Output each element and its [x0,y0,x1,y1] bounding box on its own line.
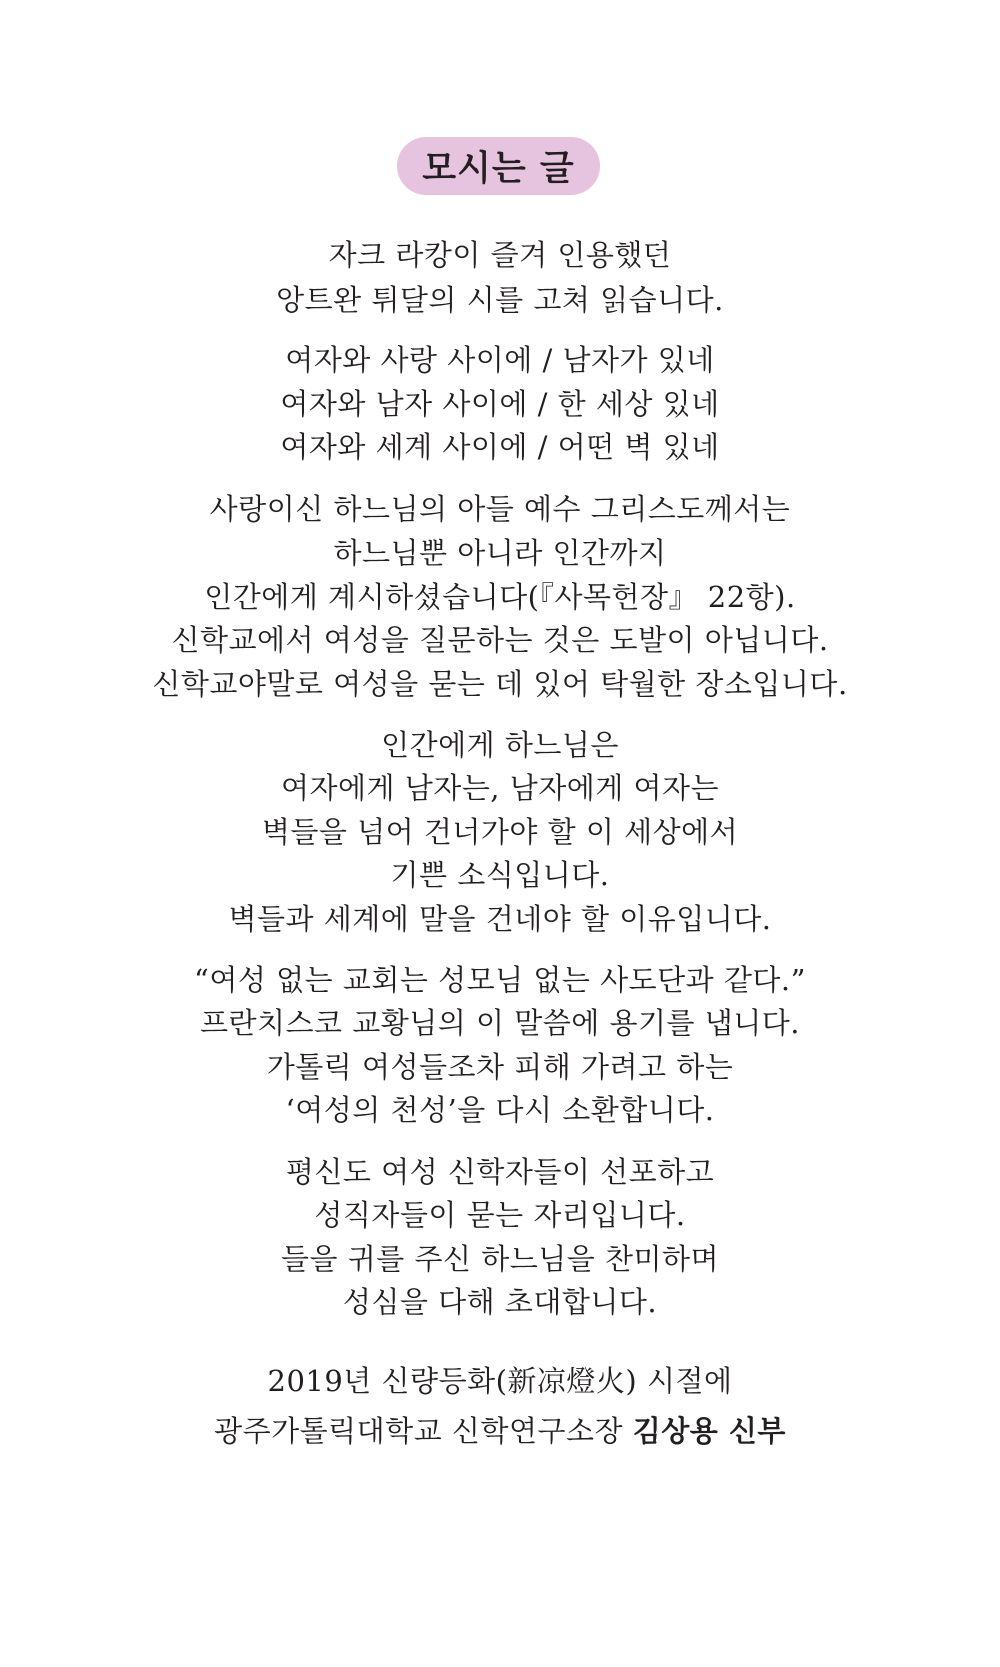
poem-line: 인간에게 하느님은 [381,728,619,762]
poem-line: 여자와 세계 사이에 / 어떤 벽 있네 [280,430,720,464]
signature-affiliation: 광주가톨릭대학교 신학연구소장 [214,1414,624,1448]
poem-line: ‘여성의 천성’을 다시 소환합니다. [285,1093,715,1127]
poem-line: 하느님뿐 아니라 인간까지 [333,536,667,570]
signature-line [0,1411,1000,1451]
poem-line: 자크 라캉이 즐겨 인용했던 [328,238,672,272]
page-title: 모시는 글 [397,137,600,195]
date-line: 2019년 신량등화(新凉燈火) 시절에 [267,1364,733,1398]
poem-line: 여자와 사랑 사이에 / 남자가 있네 [285,343,715,377]
poem-line: 가톨릭 여성들조차 피해 가려고 하는 [266,1050,734,1084]
poem-line: 성직자들이 묻는 자리입니다. [314,1198,686,1232]
poem-line: 사랑이신 하느님의 아들 예수 그리스도께서는 [209,492,791,526]
poem-line: “여성 없는 교회는 성모님 없는 사도단과 같다.” [194,963,806,997]
poem-line: 여자에게 남자는, 남자에게 여자는 [280,771,720,805]
poem-line: 들을 귀를 주신 하느님을 찬미하며 [280,1242,720,1276]
poem-line: 프란치스코 교황님의 이 말씀에 용기를 냅니다. [199,1006,801,1040]
poem-line: 성심을 다해 초대합니다. [342,1285,658,1319]
poem-line: 벽들을 넘어 건너가야 할 이 세상에서 [261,815,739,849]
poem-line: 신학교에서 여성을 질문하는 것은 도발이 아닙니다. [171,623,829,657]
signature-name: 김상용 신부 [632,1414,786,1448]
poem-line: 앙트완 튀달의 시를 고쳐 읽습니다. [276,283,724,317]
poem-line: 신학교야말로 여성을 묻는 데 있어 탁월한 장소입니다. [152,667,848,701]
poem-line: 벽들과 세계에 말을 건네야 할 이유입니다. [228,902,772,936]
poem-line: 인간에게 계시하셨습니다(『사목헌장』 22항). [204,580,796,614]
poem-line: 기쁜 소식입니다. [390,858,610,892]
poem-line: 여자와 남자 사이에 / 한 세상 있네 [280,387,720,421]
poem-line: 평신도 여성 신학자들이 선포하고 [285,1155,715,1189]
